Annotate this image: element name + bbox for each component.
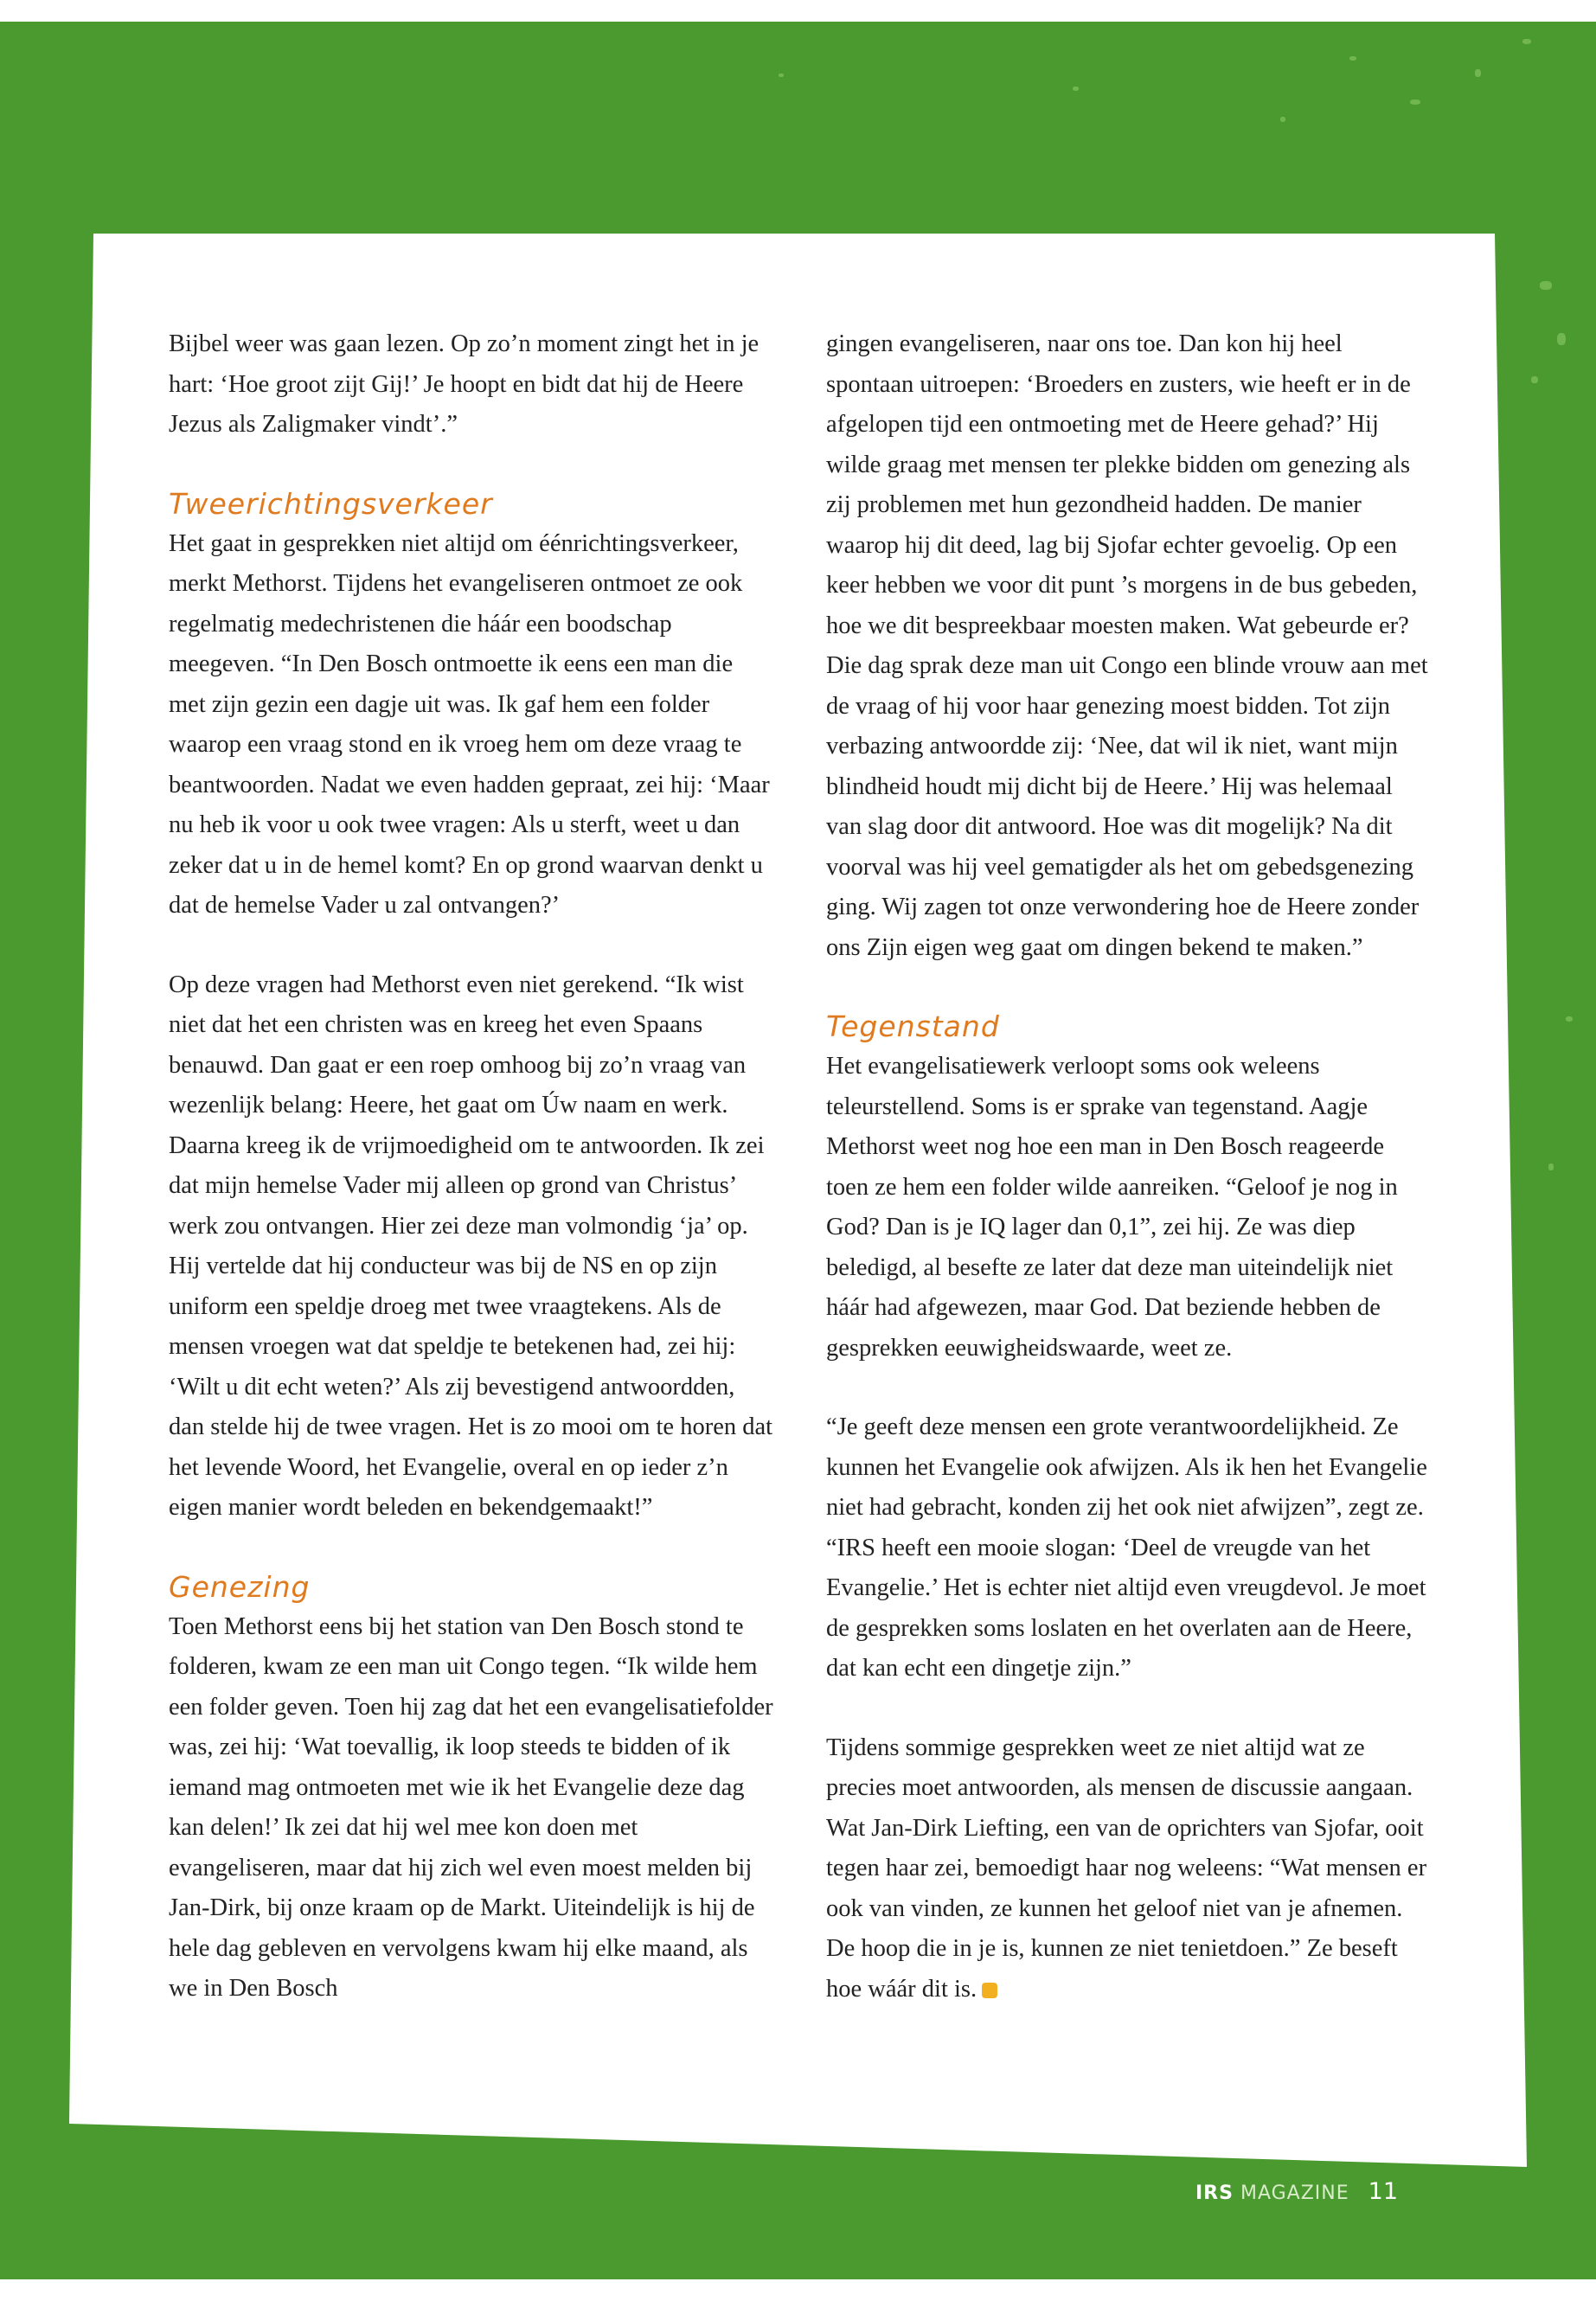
section-heading: Tegenstand xyxy=(826,1009,1000,1043)
paragraph: Het gaat in gesprekken niet altijd om éénrichtingsverkeer, merkt Methorst. Tijdens het evangeliseren ontmoet ze ook regelmatig medechristenen die háár een boodschap meegeven. “In Den Bosch ontmoette ik eens een man die met zijn gezin een dagje uit was. Ik gaf hem een folder waarop een vraag stond en ik vroeg hem om deze vraag te beantwoorden. Nadat we even hadden gepraat, zei hij: ‘Maar nu heb ik voor u ook twee vragen: Als u sterft, weet u dan zeker dat u in de hemel komt? En op grond waarvan denkt u dat de hemelse Vader u zal ontvangen?’ xyxy=(169,529,770,919)
left-column xyxy=(169,324,774,2048)
paragraph: “Je geeft deze mensen een grote verantwoordelijkheid. Ze kunnen het Evangelie ook afwijzen. Als ik hen het Evangelie niet had gebracht, konden zij het ook niet afwijzen”, zegt ze. “IRS heeft een mooie slogan: ‘Deel de vreugde van het Evangelie.’ Het is echter niet altijd even vreugdevol. Je moet de gesprekken soms loslaten en het overlaten aan de Heere, dat kan echt een dingetje zijn.” xyxy=(826,1413,1427,1682)
page-number: 11 xyxy=(1368,2178,1399,2205)
paragraph: Op deze vragen had Methorst even niet gerekend. “Ik wist niet dat het een christen was en kreeg het even Spaans benauwd. Dan gaat er een roep omhoog bij zo’n vraag van wezenlijk belang: Heere, het gaat om Úw naam en werk. Daarna kreeg ik de vrijmoedigheid om te antwoorden. Ik zei dat mijn hemelse Vader mij alleen op grond van Christus’ werk zou ontvangen. Hier zei deze man volmondig ‘ja’ op. Hij vertelde dat hij conducteur was bij de NS en op zijn uniform een speldje droeg met twee vraagtekens. Als de mensen vroegen wat dat speldje te betekenen had, zei hij: ‘Wilt u dit echt weten?’ Als zij bevestigend antwoordden, dan stelde hij de twee vragen. Het is zo mooi om te horen dat het levende Woord, het Evangelie, overal en op ieder z’n eigen manier wordt beleden en bekendgemaakt!” xyxy=(169,971,773,1521)
right-column xyxy=(826,324,1432,2048)
paragraph-final xyxy=(826,1728,1432,2010)
paragraph: Het evangelisatiewerk verloopt soms ook weleens teleurstellend. Soms is er sprake van tegenstand. Aagje Methorst weet nog hoe een man in Den Bosch reageerde toen ze hem een folder wilde aanreiken. “Geloof je nog in God? Dan is je IQ lager dan 0,1”, zei hij. Ze was diep beledigd, al besefte ze later dat deze man uiteindelijk niet háár had afgewezen, maar God. Dat beziende hebben de gesprekken eeuwigheidswaarde, weet ze. xyxy=(826,1053,1398,1362)
magazine-brand xyxy=(1195,2182,1349,2204)
section-heading: Genezing xyxy=(169,1569,311,1604)
brand-bold: IRS xyxy=(1195,2182,1234,2204)
paragraph: Toen Methorst eens bij het station van Den Bosch stond te folderen, kwam ze een man uit Congo tegen. “Ik wilde hem een folder geven. Toen hij zag dat het een evangelisatiefolder was, zei hij: ‘Wat toevallig, ik loop steeds te bidden of ik iemand mag ontmoeten met wie ik het Evangelie deze dag kan delen!’ Ik zei dat hij wel mee kon doen met evangeliseren, maar dat hij zich wel even moest melden bij Jan-Dirk, bij onze kraam op de Markt. Uiteindelijk is hij de hele dag gebleven en vervolgens kwam hij elke maand, als we in Den Bosch xyxy=(169,1612,773,2002)
article-columns xyxy=(169,324,1432,2048)
page-footer xyxy=(1195,2178,1398,2205)
paragraph: gingen evangeliseren, naar ons toe. Dan kon hij heel spontaan uitroepen: ‘Broeders en zusters, wie heeft er in de afgelopen tijd een ontmoeting met de Heere gehad?’ Hij wilde graag met mensen ter plekke bidden om genezing als zij problemen met hun gezondheid hadden. De manier waarop hij dit deed, lag bij Sjofar echter gevoelig. Op een keer hebben we voor dit punt ’s morgens in de bus gebeden, hoe we dit bespreekbaar moesten maken. Wat gebeurde er? Die dag sprak deze man uit Congo een blinde vrouw aan met de vraag of hij voor haar genezing moest bidden. Tot zijn verbazing antwoordde zij: ‘Nee, dat wil ik niet, want mijn blindheid houdt mij dicht bij de Heere.’ Hij was helemaal van slag door dit antwoord. Hoe was dit mogelijk? Na dit voorval was hij veel gematigder als het om gebedsgenezing ging. Wij zagen tot onze verwondering hoe de Heere zonder ons Zijn eigen weg gaat om dingen bekend te maken.” xyxy=(826,330,1428,961)
end-mark-icon xyxy=(982,1983,997,1998)
paragraph: Bijbel weer was gaan lezen. Op zo’n moment zingt het in je hart: ‘Hoe groot zijt Gij!’ Je hoopt en bidt dat hij de Heere Jezus als Zaligmaker vindt’.” xyxy=(169,330,760,438)
brand-rest: MAGAZINE xyxy=(1240,2182,1349,2204)
paragraph-text: Tijdens sommige gesprekken weet ze niet altijd wat ze precies moet antwoorden, als mensen de discussie aangaan. Wat Jan-Dirk Liefting, een van de oprichters van Sjofar, ooit tegen haar zei, bemoedigt haar nog weleens: “Wat mensen er ook van vinden, ze kunnen het geloof niet van je afnemen. De hoop die in je is, kunnen ze niet tenietdoen.” Ze beseft hoe wáár dit is. xyxy=(826,1734,1427,2003)
section-heading: Tweerichtingsverkeer xyxy=(169,486,493,521)
